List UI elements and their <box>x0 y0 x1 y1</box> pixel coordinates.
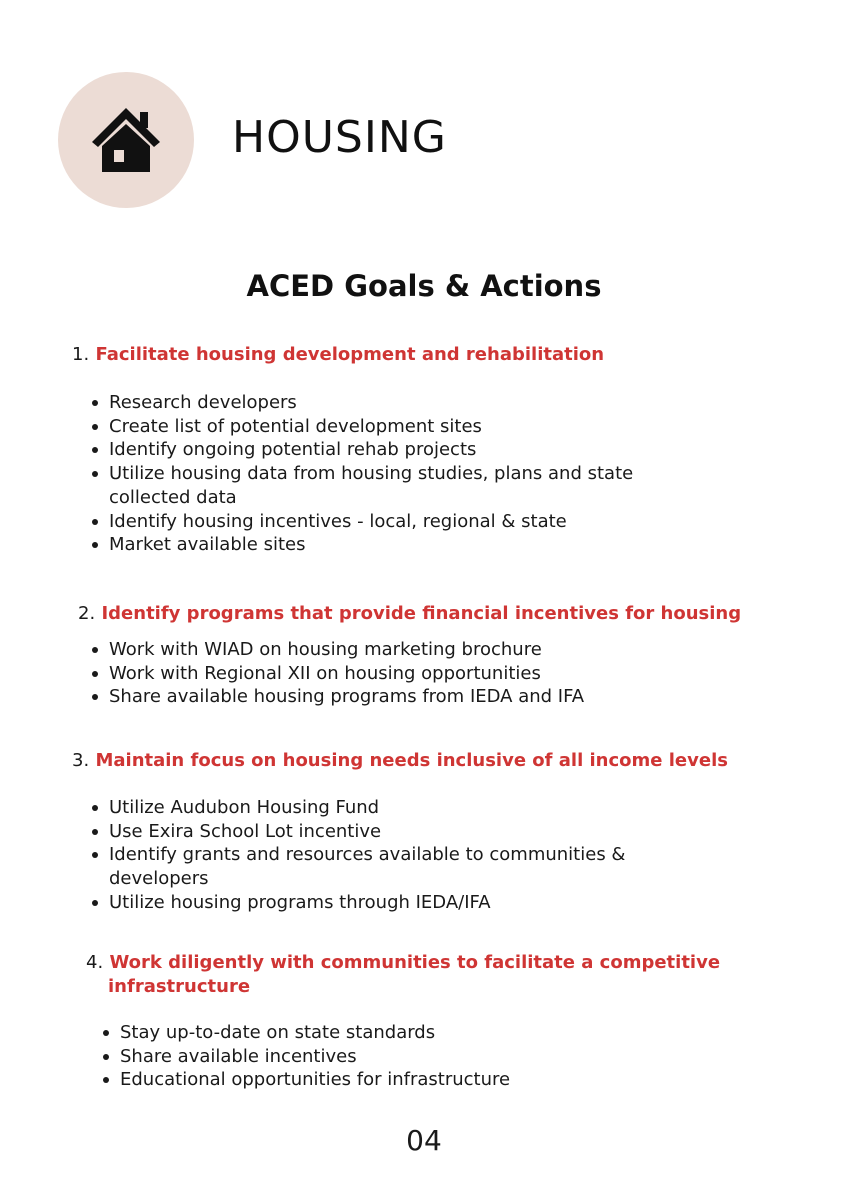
action-list <box>85 391 765 557</box>
list-item: Utilize housing data from housing studies, plans and state collected data <box>85 462 719 509</box>
list-item: Identify grants and resources available to communities & developers <box>85 843 719 890</box>
house-icon <box>90 104 162 176</box>
goal-title: Maintain focus on housing needs inclusive of all income levels <box>95 750 728 771</box>
list-item: Share available housing programs from IEDA and IFA <box>85 685 765 709</box>
list-item: Utilize Audubon Housing Fund <box>85 796 765 820</box>
page-title: HOUSING <box>232 112 447 163</box>
goal-number: 1. <box>72 344 90 365</box>
action-list <box>96 1021 776 1092</box>
goal-number: 2. <box>78 603 96 624</box>
goal-heading <box>72 343 604 367</box>
action-list <box>85 638 765 709</box>
goal-heading <box>78 602 741 626</box>
list-item: Market available sites <box>85 533 765 557</box>
list-item: Share available incentives <box>96 1045 776 1069</box>
list-item: Educational opportunities for infrastructure <box>96 1068 776 1092</box>
goal-heading <box>86 951 808 999</box>
list-item: Use Exira School Lot incentive <box>85 820 765 844</box>
goal-title: Work diligently with communities to facilitate a competitive infrastructure <box>108 952 721 997</box>
list-item: Identify ongoing potential rehab projects <box>85 438 765 462</box>
list-item: Stay up-to-date on state standards <box>96 1021 776 1045</box>
list-item: Create list of potential development sites <box>85 415 765 439</box>
section-subtitle: ACED Goals & Actions <box>246 269 602 303</box>
goal-title: Identify programs that provide financial incentives for housing <box>101 603 742 624</box>
goal-number: 3. <box>72 750 90 771</box>
action-list <box>85 796 765 915</box>
list-item: Research developers <box>85 391 765 415</box>
list-item: Work with WIAD on housing marketing brochure <box>85 638 765 662</box>
goal-title: Facilitate housing development and rehabilitation <box>95 344 605 365</box>
page-number: 04 <box>406 1124 442 1157</box>
goal-number: 4. <box>86 952 104 973</box>
goal-heading <box>72 749 728 773</box>
list-item: Identify housing incentives - local, regional & state <box>85 510 765 534</box>
list-item: Work with Regional XII on housing opportunities <box>85 662 765 686</box>
list-item: Utilize housing programs through IEDA/IFA <box>85 891 765 915</box>
icon-circle <box>58 72 194 208</box>
